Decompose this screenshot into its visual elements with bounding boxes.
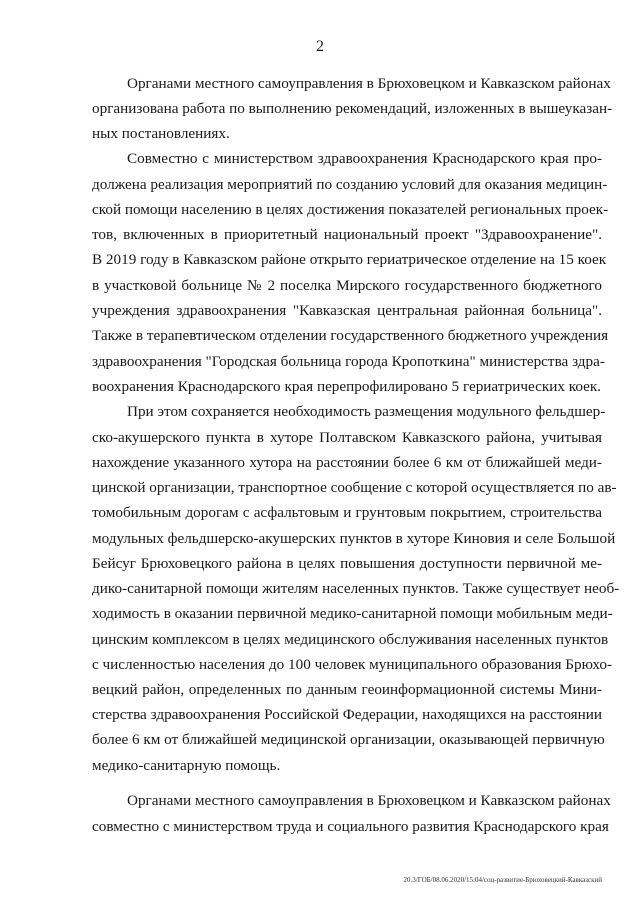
body-text-line: здравоохранения "Городская больница города Кропоткина" министерства здра- [92, 353, 605, 370]
body-text-line: с численностью населения до 100 человек муниципального образования Брюхо- [92, 656, 613, 673]
body-text-line: нахождение указанного хутора на расстоянии более 6 км от ближайшей меди- [92, 454, 602, 471]
body-text-line: ско-акушерского пункта в хуторе Полтавском Кавказского района, учитывая [92, 429, 602, 446]
body-text-line: стерства здравоохранения Российской Федерации, находящихся на расстоянии [92, 706, 602, 723]
body-text-line: дико-санитарной помощи жителям населенных пунктов. Также существует необ- [92, 580, 620, 597]
body-text-line: должена реализация мероприятий по созданию условий для оказания медицин- [92, 176, 608, 193]
body-text-line: организована работа по выполнению рекомендаций, изложенных в вышеуказан- [92, 100, 613, 117]
body-text-line: ской помощи населению в целях достижения показателей региональных проек- [92, 201, 609, 218]
body-text-line: более 6 км от ближайшей медицинской организации, оказывающей первичную [92, 731, 605, 748]
body-text-line: Органами местного самоуправления в Брюховецком и Кавказском районах [127, 792, 611, 809]
body-text-line: Органами местного самоуправления в Брюховецком и Кавказском районах [127, 75, 611, 92]
body-text-line: цинской организации, транспортное сообщение с которой осуществляется по ав- [92, 479, 617, 496]
body-text-line: ных постановлениях. [92, 125, 230, 142]
body-text-line: ходимость в оказании первичной медико-санитарной помощи мобильным меди- [92, 605, 613, 622]
body-text-line: вецкий район, определенных по данным геоинформационной системы Мини- [92, 681, 602, 698]
body-text-line: Также в терапевтическом отделении государственного бюджетного учреждения [92, 327, 609, 344]
body-text-line: в участковой больнице № 2 поселка Мирского государственного бюджетного [92, 277, 602, 294]
body-text-line: совместно с министерством труда и социального развития Краснодарского края [92, 818, 609, 835]
body-text-line: медико-санитарную помощь. [92, 757, 281, 774]
body-text-line: Совместно с министерством здравоохранения Краснодарского края про- [127, 150, 602, 167]
body-text-line: Бейсуг Брюховецкого района в целях повышения доступности первичной ме- [92, 555, 602, 572]
body-text-line: воохранения Краснодарского края перепрофилировано 5 гериатрических коек. [92, 378, 602, 395]
body-text-line: тов, включенных в приоритетный национальный проект "Здравоохранение". [92, 226, 602, 243]
document-footer-code: 20.3/ГОБ/08.06.2020/15:04/соц-развитие-Брюховецкий-Кавказский [403, 876, 602, 884]
body-text-line: томобильным дорогам с асфальтовым и грунтовым покрытием, строительства [92, 504, 602, 521]
body-text-line: цинским комплексом в целях медицинского обслуживания населенных пунктов [92, 631, 609, 648]
body-text-line: модульных фельдшерско-акушерских пунктов в хуторе Киновия и селе Большой [92, 530, 616, 547]
page-number: 2 [316, 38, 324, 55]
body-text-line: В 2019 году в Кавказском районе открыто гериатрическое отделение на 15 коек [92, 251, 607, 268]
body-text-line: учреждения здравоохранения "Кавказская центральная районная больница". [92, 302, 602, 319]
body-text-line: При этом сохраняется необходимость размещения модульного фельдшер- [127, 403, 606, 420]
